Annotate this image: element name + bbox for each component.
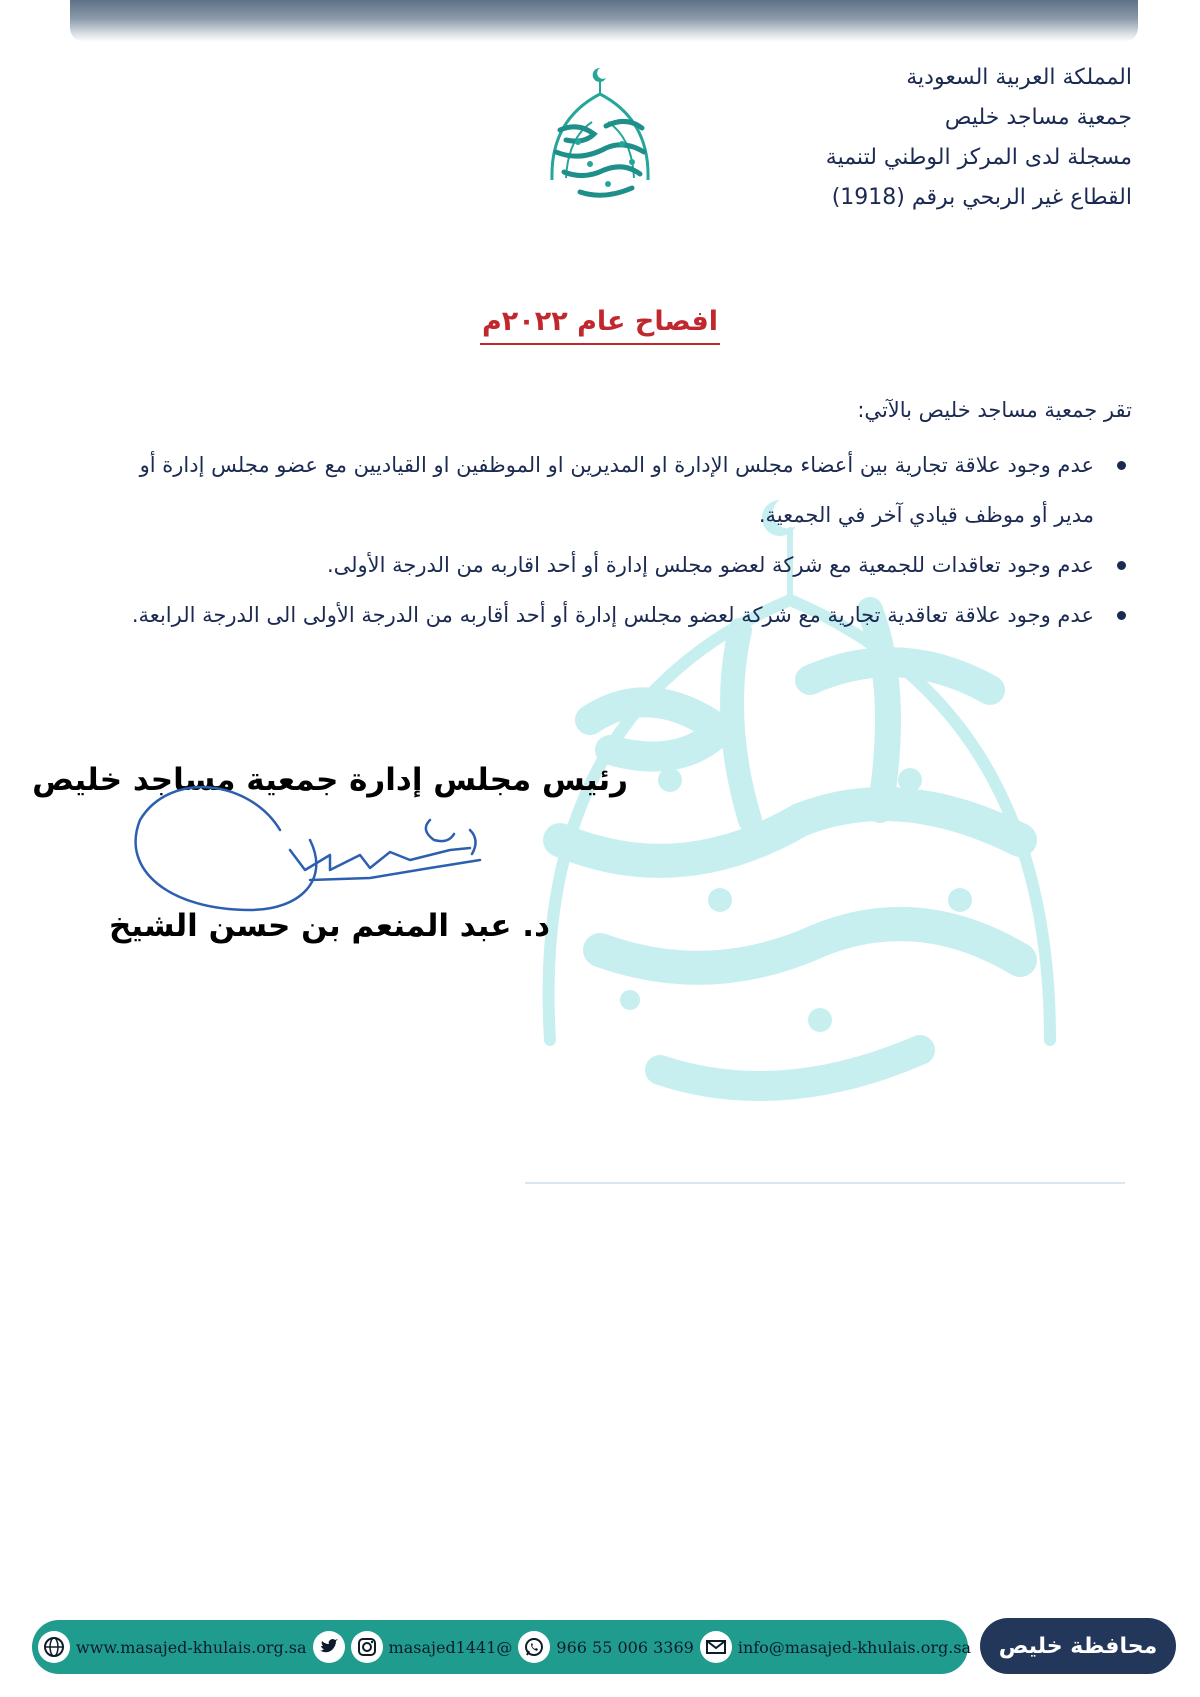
disclosure-title (0, 306, 1200, 345)
social-handle[interactable]: masajed1441@ (388, 1637, 513, 1657)
whatsapp-icon[interactable] (518, 1631, 550, 1663)
header-line-registration: مسجلة لدى المركز الوطني لتنمية (825, 145, 1132, 170)
website-link[interactable]: www.masajed-khulais.org.sa (76, 1637, 307, 1657)
organization-header (712, 58, 1132, 218)
globe-icon (38, 1631, 70, 1663)
header-line-country: المملكة العربية السعودية (906, 65, 1132, 90)
header-band (70, 0, 1138, 42)
disclosure-intro: تقر جمعية مساجد خليص بالآتي: (857, 398, 1132, 422)
header-line-association: جمعية مساجد خليص (944, 105, 1132, 130)
header-line-registration-number: القطاع غير الربحي برقم (1918) (831, 185, 1132, 210)
handwritten-signature (130, 760, 530, 920)
twitter-icon[interactable] (313, 1631, 345, 1663)
association-logo (520, 60, 680, 210)
email-icon[interactable] (700, 1631, 732, 1663)
email-address[interactable]: info@masajed-khulais.org.sa (737, 1637, 972, 1657)
instagram-icon[interactable] (351, 1631, 383, 1663)
disclosure-title-text: افصاح عام ٢٠٢٢م (480, 306, 720, 345)
declarations-list (122, 440, 1132, 640)
signer-name: د. عبد المنعم بن حسن الشيخ (108, 908, 550, 944)
declaration-item: عدم وجود تعاقدات للجمعية مع شركة لعضو مجلس إدارة أو أحد اقاربه من الدرجة الأولى. (122, 540, 1132, 590)
divider (525, 1182, 1125, 1184)
region-badge: محافظة خليص (980, 1618, 1176, 1674)
declaration-item: عدم وجود علاقة تعاقدية تجارية مع شركة لعضو مجلس إدارة أو أحد أقاربه من الدرجة الأولى الى الدرجة الرابعة. (122, 590, 1132, 640)
footer-contacts-bar (32, 1620, 972, 1674)
signer-title: رئيس مجلس إدارة جمعية مساجد خليص (32, 762, 628, 798)
declaration-item: عدم وجود علاقة تجارية بين أعضاء مجلس الإدارة او المديرين او الموظفين او القياديين مع عضو مجلس إدارة أو مدير أو موظف قيادي آخر في الجمعية. (122, 440, 1132, 540)
phone-number[interactable]: 966 55 006 3369 (556, 1637, 694, 1657)
